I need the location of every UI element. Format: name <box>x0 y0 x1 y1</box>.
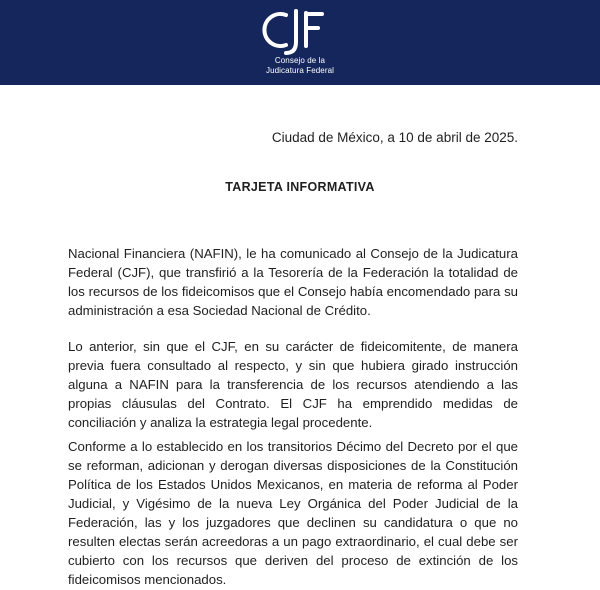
header-band <box>0 0 600 85</box>
logo-subtitle <box>252 56 348 76</box>
logo-subtitle-line1: Consejo de la <box>274 56 326 65</box>
logo-subtitle-line2: Judicatura Federal <box>265 66 335 75</box>
paragraph-2: Lo anterior, sin que el CJF, en su carácter de fideicomitente, de manera previa fuera consultado al respecto, y sin que hubiera girado instrucción alguna a NAFIN para la transferencia de los recursos atendiendo a las propias cláusulas del Contrato. El CJF ha emprendido medidas de conciliación y analiza la estrategia legal procedente. <box>68 339 518 430</box>
date-line: Ciudad de México, a 10 de abril de 2025. <box>271 130 518 145</box>
cjf-logo-icon <box>260 6 330 56</box>
paragraph-3: Conforme a lo establecido en los transitorios Décimo del Decreto por el que se reforman, adicionan y derogan diversas disposiciones de la Constitución Política de los Estados Unidos Mexicanos, en materia de reforma al Poder Judicial, y Vigésimo de la nueva Ley Orgánica del Poder Judicial de la Federación, las y los juzgadores que declinen su candidatura o que no resulten electas serán acreedoras a un pago extraordinario, el cual debe ser cubierto con los recursos que deriven del proceso de extinción de los fideicomisos mencionados. <box>68 439 518 587</box>
document-title: TARJETA INFORMATIVA <box>225 180 375 194</box>
cjf-logo <box>252 6 348 82</box>
paragraph-1: Nacional Financiera (NAFIN), le ha comunicado al Consejo de la Judicatura Federal (CJF), que transfirió a la Tesorería de la Federación la totalidad de los recursos de los fideicomisos que el Consejo había encomendado para su administración a esa Sociedad Nacional de Crédito. <box>68 246 518 318</box>
